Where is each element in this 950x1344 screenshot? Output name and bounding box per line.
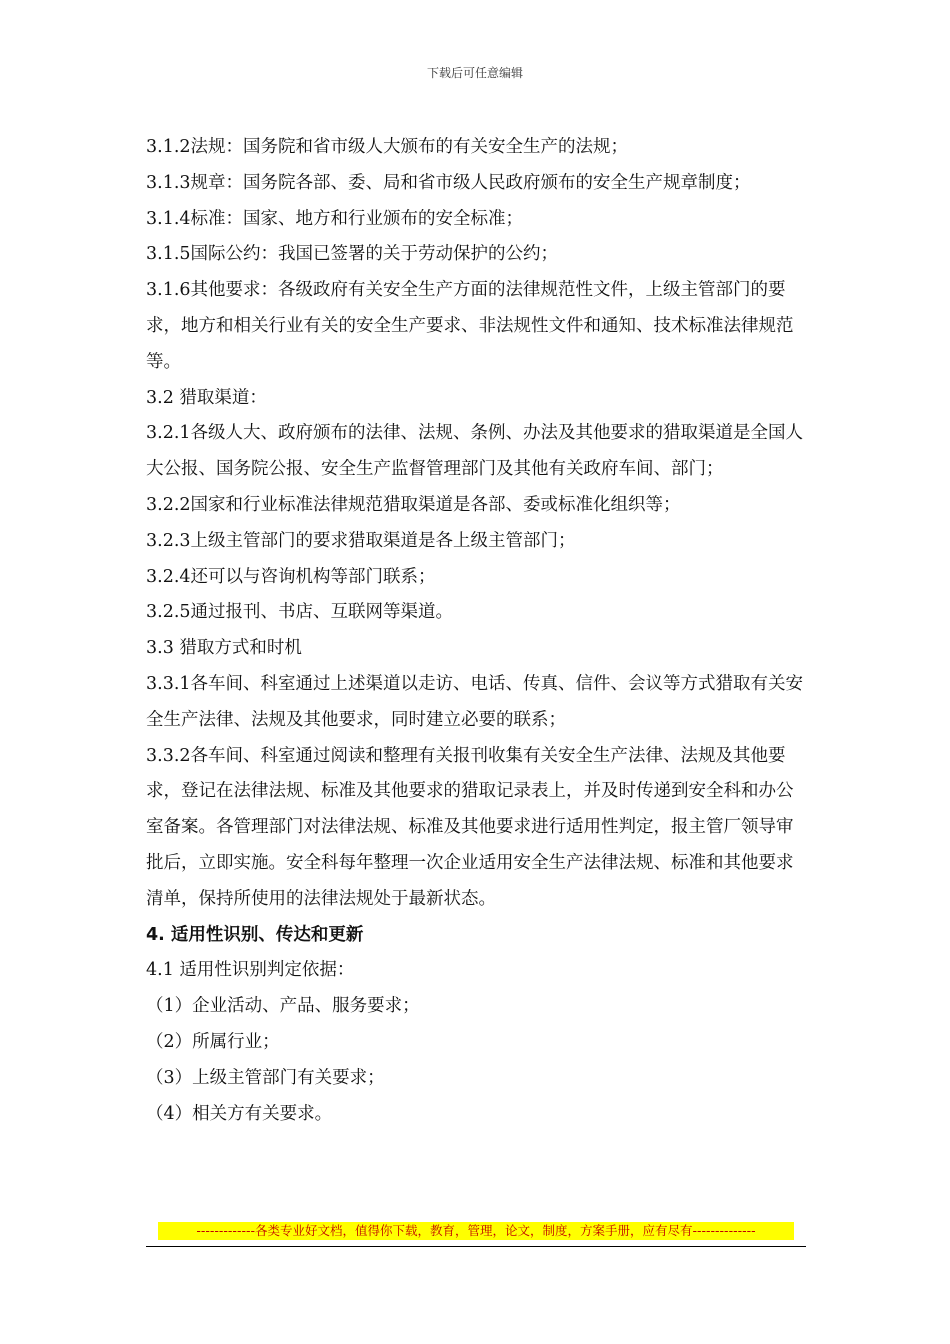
page-footer	[146, 1222, 806, 1247]
clause-3-2-2: 3.2.2国家和行业标准法律规范猎取渠道是各部、委或标准化组织等；	[146, 494, 681, 515]
clause-3-3-1: 3.3.1各车间、科室通过上述渠道以走访、电话、传真、信件、会议等方式猎取有关安全生产法律、法规及其他要求，同时建立必要的联系；	[146, 673, 804, 730]
clause-3-2-5: 3.2.5通过报刊、书店、互联网等渠道。	[146, 602, 454, 623]
section-4-1-heading: 4.1 适用性识别判定依据：	[146, 960, 355, 981]
document-body	[146, 130, 806, 1132]
clause-3-2-4: 3.2.4还可以与咨询机构等部门联系；	[146, 566, 436, 587]
clause-3-2-1: 3.2.1各级人大、政府颁布的法律、法规、条例、办法及其他要求的猎取渠道是全国人大公报、国务院公报、安全生产监督管理部门及其他有关政府车间、部门；	[146, 423, 804, 480]
page-header-note: 下载后可任意编辑	[426, 66, 523, 80]
clause-3-1-4: 3.1.4标准：国家、地方和行业颁布的安全标准；	[146, 208, 524, 229]
footer-banner: -------------各类专业好文档，值得你下载，教育，管理，论文，制度，方案手册，应有尽有--------------	[158, 1222, 794, 1240]
list-item-1: （1）企业活动、产品、服务要求；	[146, 996, 420, 1017]
list-item-3: （3）上级主管部门有关要求；	[146, 1067, 385, 1088]
section-3-3-heading: 3.3 猎取方式和时机	[146, 638, 302, 659]
clause-3-1-6: 3.1.6其他要求：各级政府有关安全生产方面的法律规范性文件，上级主管部门的要求，地方和相关行业有关的安全生产要求、非法规性文件和通知、技术标准法律规范等。	[146, 280, 794, 372]
list-item-2: （2）所属行业；	[146, 1031, 280, 1052]
section-3-2-heading: 3.2 猎取渠道：	[146, 387, 267, 408]
clause-3-3-2: 3.3.2各车间、科室通过阅读和整理有关报刊收集有关安全生产法律、法规及其他要求，登记在法律法规、标准及其他要求的猎取记录表上，并及时传递到安全科和办公室备案。各管理部门对法律法规、标准及其他要求进行适用性判定，报主管厂领导审批后，立即实施。安全科每年整理一次企业适用安全生产法律法规、标准和其他要求清单，保持所使用的法律法规处于最新状态。	[146, 745, 794, 909]
section-4-heading: 4. 适用性识别、传达和更新	[146, 924, 364, 945]
clause-3-1-3: 3.1.3规章：国务院各部、委、局和省市级人民政府颁布的安全生产规章制度；	[146, 172, 751, 193]
clause-3-1-5: 3.1.5国际公约：我国已签署的关于劳动保护的公约；	[146, 244, 559, 265]
list-item-4: （4）相关方有关要求。	[146, 1103, 333, 1124]
clause-3-2-3: 3.2.3上级主管部门的要求猎取渠道是各上级主管部门；	[146, 530, 576, 551]
clause-3-1-2: 3.1.2法规：国务院和省市级人大颁布的有关安全生产的法规；	[146, 137, 629, 157]
footer-divider	[146, 1246, 806, 1247]
